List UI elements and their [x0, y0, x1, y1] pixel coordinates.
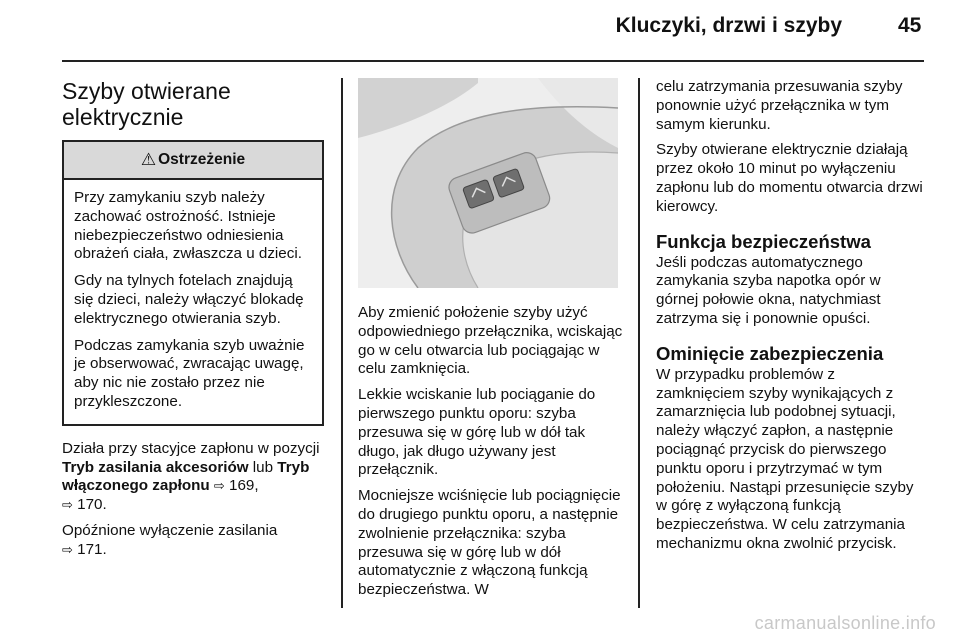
delayed-power-paragraph: Opóźnione wyłączenie zasilania ⇨ 171. — [62, 521, 278, 558]
page-reference-arrow-icon: ⇨ — [213, 478, 225, 494]
page-header-title: Kluczyki, drzwi i szyby — [615, 14, 842, 37]
body-paragraph: Lekkie wciskanie lub pociąganie do pierwszego punktu oporu: szyba przesuwa się w górę lub w dół tak długo, jak długo używany jest przełącznik. — [358, 386, 596, 479]
page-reference-arrow-icon: ⇨ — [62, 541, 73, 557]
column-3 — [656, 78, 926, 561]
column-1 — [62, 78, 328, 567]
header-divider — [62, 60, 924, 62]
warning-header — [64, 142, 322, 180]
body-paragraph: W przypadku problemów z zamknięciem szyby wynikających z zamarznięcia lub podobnej sytuacji, należy włączyć zapłon, a następnie pociągnąć przycisk do pierwszego punktu oporu i przytrzymać w tym położeniu. Nastąpi przesunięcie szyby w górę z wyłączoną funkcją bezpieczeństwa. W celu zatrzymania mechanizmu okna zwolnić przycisk. — [656, 365, 914, 552]
watermark: carmanualsonline.info — [754, 613, 936, 633]
column-divider-1 — [341, 78, 343, 608]
accessory-mode-link-text: Tryb zasilania akcesoriów — [62, 458, 249, 476]
page-reference[interactable]: 169, — [224, 477, 259, 495]
warning-paragraph: Gdy na tylnych fotelach znajdują się dzieci, należy włączyć blokadę elektrycznego otwierania szyb. — [74, 272, 304, 327]
warning-triangle-icon: ⚠ — [140, 149, 157, 169]
page-reference[interactable]: 171. — [72, 540, 107, 558]
ignition-mode-link-text: Tryb włączonego zapłonu — [62, 458, 310, 495]
safety-override-heading: Ominięcie zabezpieczenia — [656, 342, 884, 364]
ignition-paragraph: Działa przy stacyjce zapłonu w pozycji Tryb zasilania akcesoriów lub Tryb włączonego zapłonu ⇨ 169, ⇨ 170. — [62, 439, 320, 514]
warning-paragraph: Przy zamykaniu szyb należy zachować ostrożność. Istnieje niebezpieczeństwo odniesienia obrażeń ciała, zwłaszcza u dzieci. — [74, 189, 302, 263]
window-switch-illustration — [358, 78, 618, 288]
warning-paragraph: Podczas zamykania szyb uważnie je obserwować, zwracając uwagę, aby nic nie zostało przez nie przykleszczone. — [74, 336, 305, 410]
safety-function-heading: Funkcja bezpieczeństwa — [656, 230, 871, 252]
body-paragraph: Szyby otwierane elektrycznie działają przez około 10 minut po wyłączeniu zapłonu lub do momentu otwarcia drzwi kierowcy. — [656, 141, 923, 215]
section-title: Szyby otwierane elektrycznie — [62, 78, 231, 130]
page-number: 45 — [898, 14, 922, 37]
body-paragraph: Aby zmienić położenie szyby użyć odpowiedniego przełącznika, wciskając go w celu otwarcia lub pociągając w celu zamknięcia. — [358, 304, 623, 378]
warning-body — [64, 180, 322, 424]
warning-title: Ostrzeżenie — [158, 150, 246, 168]
page-reference[interactable]: 170. — [72, 496, 107, 514]
column-2 — [358, 78, 626, 607]
door-panel-drawing — [358, 78, 618, 288]
warning-box — [62, 140, 324, 426]
body-paragraph: Mocniejsze wciśnięcie lub pociągnięcie do drugiego punktu oporu, a następnie zwolnienie przełącznika: szyba przesuwa się w górę lub w dół automatycznie z włączoną funkcją bezpieczeństwa. W — [358, 487, 621, 599]
body-paragraph: Jeśli podczas automatycznego zamykania szyba napotka opór w górnej połowie okna, natychmiast zatrzyma się i ponownie opuści. — [656, 253, 881, 327]
column-divider-2 — [638, 78, 640, 608]
page-reference-arrow-icon: ⇨ — [62, 497, 73, 513]
body-paragraph: celu zatrzymania przesuwania szyby ponownie użyć przełącznika w tym samym kierunku. — [656, 78, 903, 133]
